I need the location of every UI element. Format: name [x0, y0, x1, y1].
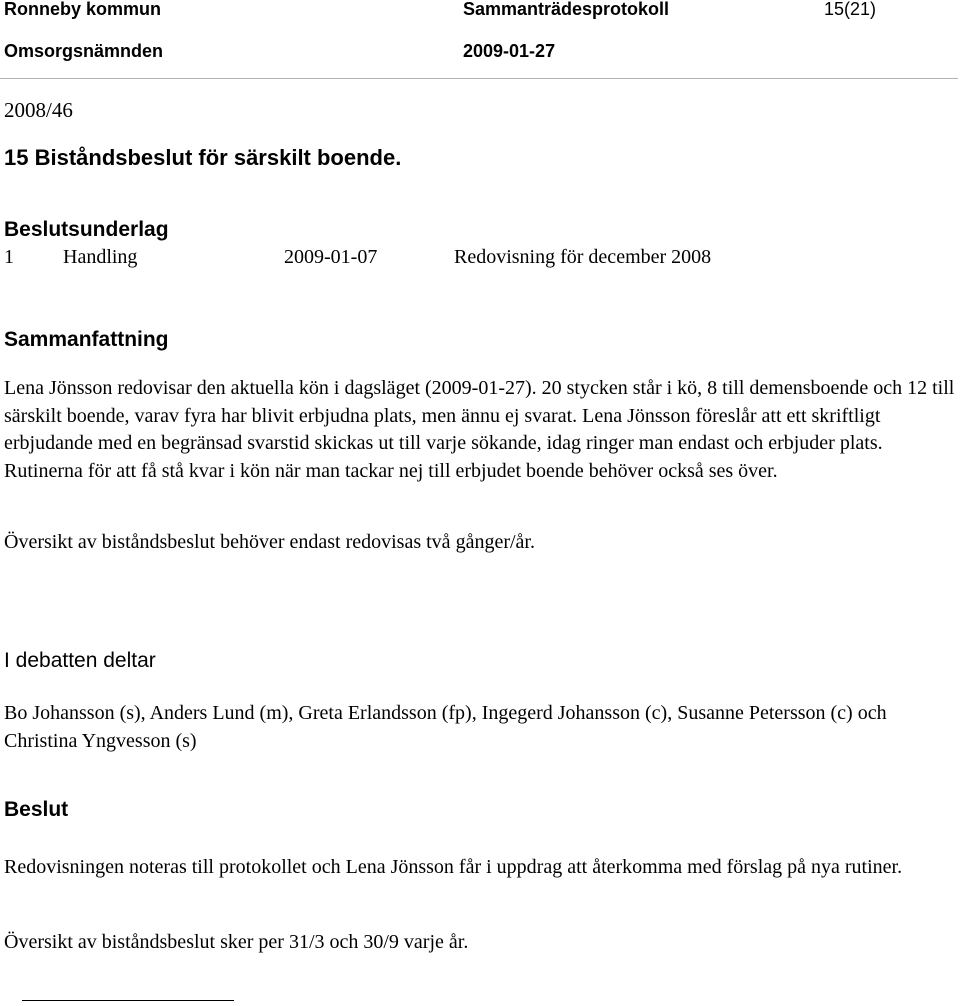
organization-name: Ronneby kommun [4, 0, 162, 19]
basis-heading: Beslutsunderlag [4, 218, 169, 241]
decision-note: Översikt av biståndsbeslut sker per 31/3 och 30/9 varje år. [4, 931, 469, 953]
item-title: 15 Biståndsbeslut för särskilt boende. [4, 145, 402, 170]
summary-heading: Sammanfattning [4, 328, 169, 351]
header-divider [0, 78, 958, 79]
footnote-divider [22, 1000, 234, 1001]
summary-paragraph: Lena Jönsson redovisar den aktuella kön i dagsläget (2009-01-27). 20 stycken står i kö, 8 till demensboende och 12 till särskilt boende, varav fyra har blivit erbjudna plats, men ännu ej svarat. Lena Jönsson föreslår att ett skriftligt erbjudande med en begränsad svarstid skickas ut till varje sökande, idag ringer man endast och erbjuder plats. Rutinerna för att få stå kvar i kön när man tackar nej till erbjudet boende behöver också ses över. [4, 377, 955, 482]
page-number: 15(21) [824, 0, 877, 19]
debate-participants: Bo Johansson (s), Anders Lund (m), Greta Erlandsson (fp), Ingegerd Johansson (c), Susanne Petersson (c) och Christina Yngvesson (s) [4, 702, 887, 752]
decision-heading: Beslut [4, 798, 69, 821]
debate-heading: I debatten deltar [4, 649, 156, 672]
case-number: 2008/46 [4, 98, 73, 122]
committee-name: Omsorgsnämnden [4, 41, 164, 61]
decision-text: Redovisningen noteras till protokollet och Lena Jönsson får i uppdrag att återkomma med förslag på nya rutiner. [4, 856, 903, 878]
document-type-label: Handling [63, 246, 138, 268]
document-type: Sammanträdesprotokoll [463, 0, 670, 19]
document-number: 1 [4, 246, 14, 268]
meeting-date: 2009-01-27 [463, 41, 556, 61]
document-description: Redovisning för december 2008 [454, 246, 712, 268]
document-date: 2009-01-07 [284, 246, 378, 268]
summary-note: Översikt av biståndsbeslut behöver endast redovisas två gånger/år. [4, 531, 535, 553]
